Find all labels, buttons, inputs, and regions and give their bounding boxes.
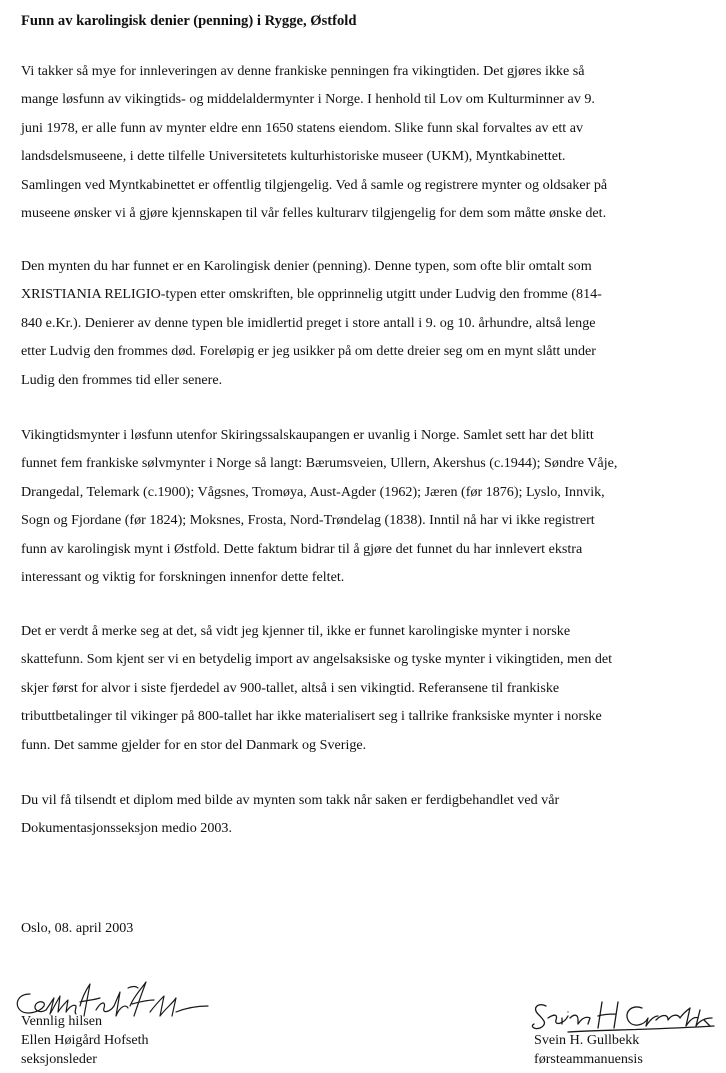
paragraph-line: tributtbetalinger til vikinger på 800-tallet har ikke materialisert seg i tallrike franksiske mynter i norske [21, 708, 602, 725]
signatory-right [534, 1031, 643, 1069]
signatory-left [21, 1031, 149, 1069]
paragraph-coin-type [21, 252, 711, 394]
paragraph-line: Du vil få tilsendt et diplom med bilde av mynten som takk når saken er ferdigbehandlet ved vår [21, 792, 560, 808]
paragraph-line: 840 e.Kr.). Denierer av denne typen ble imidlertid preget i store antall i 9. og 10. århundre, altså lenge [21, 314, 596, 331]
signatory-role: seksjonsleder [21, 1051, 97, 1067]
paragraph-finds [21, 421, 711, 591]
paragraph-line: Det er verdt å merke seg at det, så vidt jeg kjenner til, ikke er funnet karolingiske mynter i norske [21, 623, 571, 639]
paragraph-line: skattefunn. Som kjent ser vi en betydelig import av angelsaksiske og tyske mynter i vikingtiden, men det [21, 651, 613, 668]
paragraph-line: Sogn og Fjordane (før 1824); Moksnes, Frosta, Nord-Trøndelag (1838). Inntil nå har vi ikke registrert [21, 512, 595, 529]
paragraph-line: Dokumentasjonsseksjon medio 2003. [21, 820, 233, 837]
paragraph-line: interessant og viktig for forskningen innenfor dette feltet. [21, 569, 345, 586]
paragraph-line: Vi takker så mye for innleveringen av denne frankiske penningen fra vikingtiden. Det gjøres ikke så [21, 63, 585, 79]
paragraph-line: landsdelsmuseene, i dette tilfelle Universitetets kulturhistoriske museer (UKM), Myntkabinettet. [21, 148, 566, 165]
paragraph-diploma [21, 786, 711, 843]
paragraph-line: XRISTIANIA RELIGIO-typen etter omskriften, ble opprinnelig utgitt under Ludvig den fromme (814- [21, 286, 602, 303]
paragraph-line: mange løsfunn av vikingtids- og middelaldermynter i Norge. I henhold til Lov om Kulturminner av 9. [21, 91, 595, 108]
signatory-name: Svein H. Gullbekk [534, 1032, 640, 1048]
paragraph-line: Vikingtidsmynter i løsfunn utenfor Skiringssalskaupangen er uvanlig i Norge. Samlet sett har det blitt [21, 427, 594, 443]
paragraph-line: Samlingen ved Myntkabinettet er offentlig tilgjengelig. Ved å samle og registrere mynter og oldsaker på [21, 176, 608, 193]
paragraph-intro [21, 57, 711, 227]
paragraph-line: skjer først for alvor i siste fjerdedel av 900-tallet, altså i sen vikingtid. Referansene til frankiske [21, 679, 560, 696]
paragraph-line: juni 1978, er alle funn av mynter eldre enn 1650 statens eiendom. Slike funn skal forvaltes av ett av [21, 119, 584, 136]
signatory-role: førsteammanuensis [534, 1051, 643, 1067]
paragraph-line: Drangedal, Telemark (c.1900); Vågsnes, Tromøya, Aust-Agder (1962); Jæren (før 1876); Lyslo, Innvik, [21, 483, 605, 500]
paragraph-line: funn. Det samme gjelder for en stor del Danmark og Sverige. [21, 736, 367, 753]
paragraph-line: museene ønsker vi å gjøre kjennskapen til vår felles kulturarv tilgjengelig for dem som måtte ønske det. [21, 205, 607, 222]
date-line: Oslo, 08. april 2003 [21, 920, 134, 936]
paragraph-line: funn av karolingisk mynt i Østfold. Dette faktum bidrar til å gjøre det funnet du har innlevert ekstra [21, 540, 583, 557]
paragraph-hoards [21, 617, 711, 759]
closing-greeting: Vennlig hilsen [21, 1013, 103, 1029]
letter-title: Funn av karolingisk denier (penning) i Rygge, Østfold [21, 13, 357, 29]
signatory-name: Ellen Høigård Hofseth [21, 1032, 149, 1048]
signature-right-icon [528, 996, 723, 1036]
paragraph-line: Ludig den frommes tid eller senere. [21, 371, 223, 388]
paragraph-line: funnet fem frankiske sølvmynter i Norge så langt: Bærumsveien, Ullern, Akershus (c.1944); Søndre Våje, [21, 455, 618, 472]
paragraph-line: etter Ludvig den frommes død. Foreløpig er jeg usikker på om dette dreier seg om en mynt slått under [21, 343, 596, 360]
paragraph-line: Den mynten du har funnet er en Karolingisk denier (penning). Denne typen, som ofte blir omtalt som [21, 258, 592, 274]
